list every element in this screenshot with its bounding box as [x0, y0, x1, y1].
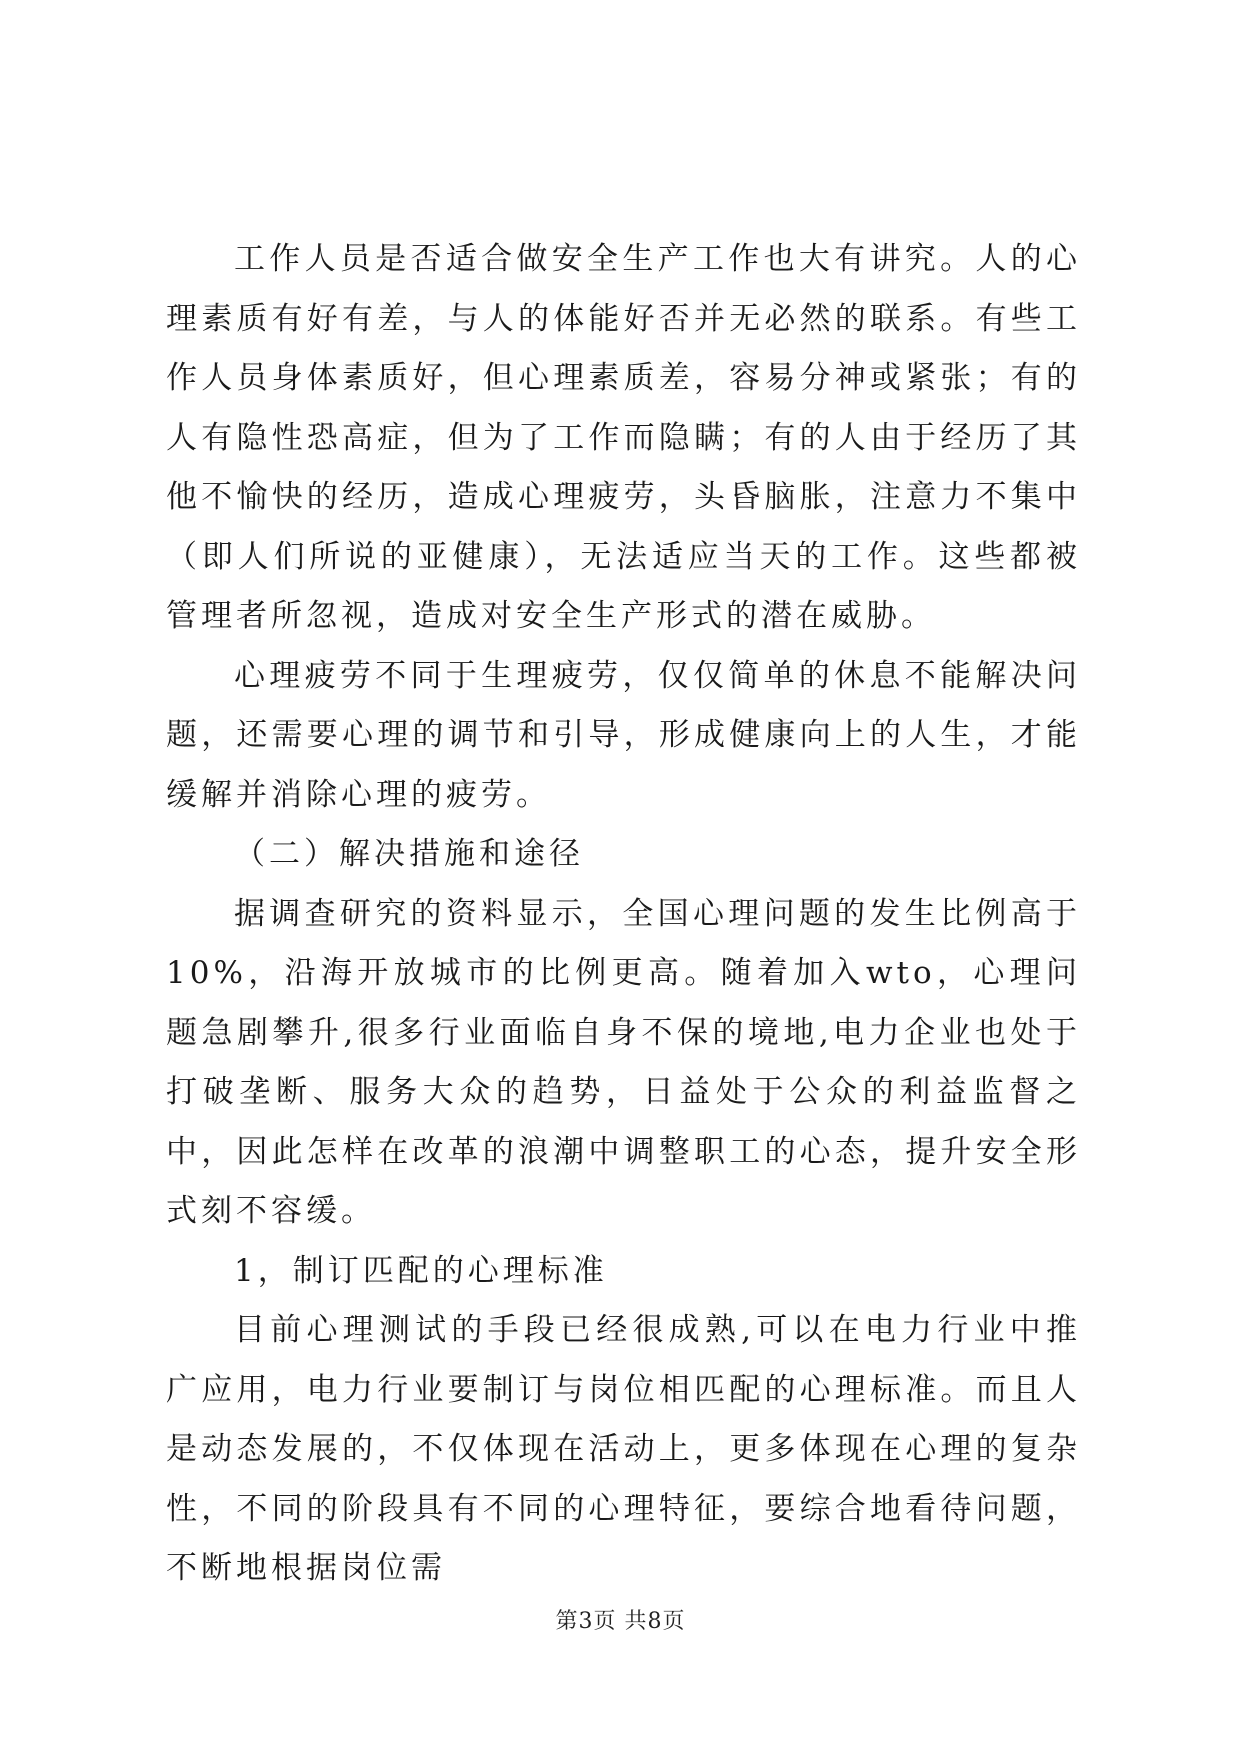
paragraph-safety-personnel: 工作人员是否适合做安全生产工作也大有讲究。人的心理素质有好有差，与人的体能好否并无必然的联系。有些工作人员身体素质好，但心理素质差，容易分神或紧张；有的人有隐性恐高症，但为了工作而隐瞒；有的人由于经历了其他不愉快的经历，造成心理疲劳，头昏脑胀，注意力不集中（即人们所说的亚健康），无法适应当天的工作。这些都被管理者所忽视，造成对安全生产形式的潜在威胁。 — [166, 241, 1081, 634]
subheading-psych-standards: 1，制订匹配的心理标准 — [234, 1252, 608, 1289]
paragraph-mental-fatigue: 心理疲劳不同于生理疲劳，仅仅简单的休息不能解决问题，还需要心理的调节和引导，形成健康向上的人生，才能缓解并消除心理的疲劳。 — [166, 657, 1081, 813]
page-number-footer: 第3页 共8页 — [555, 1609, 686, 1634]
paragraph-psych-testing: 目前心理测试的手段已经很成熟,可以在电力行业中推广应用，电力行业要制订与岗位相匹配的心理标准。而且人是动态发展的，不仅体现在活动上，更多体现在心理的复杂性，不同的阶段具有不同的心理特征，要综合地看待问题，不断地根据岗位需 — [166, 1312, 1081, 1586]
paragraph-survey-data: 据调查研究的资料显示，全国心理问题的发生比例高于10%，沿海开放城市的比例更高。随着加入wto，心理问题急剧攀升,很多行业面临自身不保的境地,电力企业也处于打破垄断、服务大众的趋势，日益处于公众的利益监督之中，因此怎样在改革的浪潮中调整职工的心态，提升安全形式刻不容缓。 — [166, 895, 1081, 1229]
document-body — [166, 230, 1081, 1599]
section-heading-solutions: （二）解决措施和途径 — [234, 836, 584, 872]
